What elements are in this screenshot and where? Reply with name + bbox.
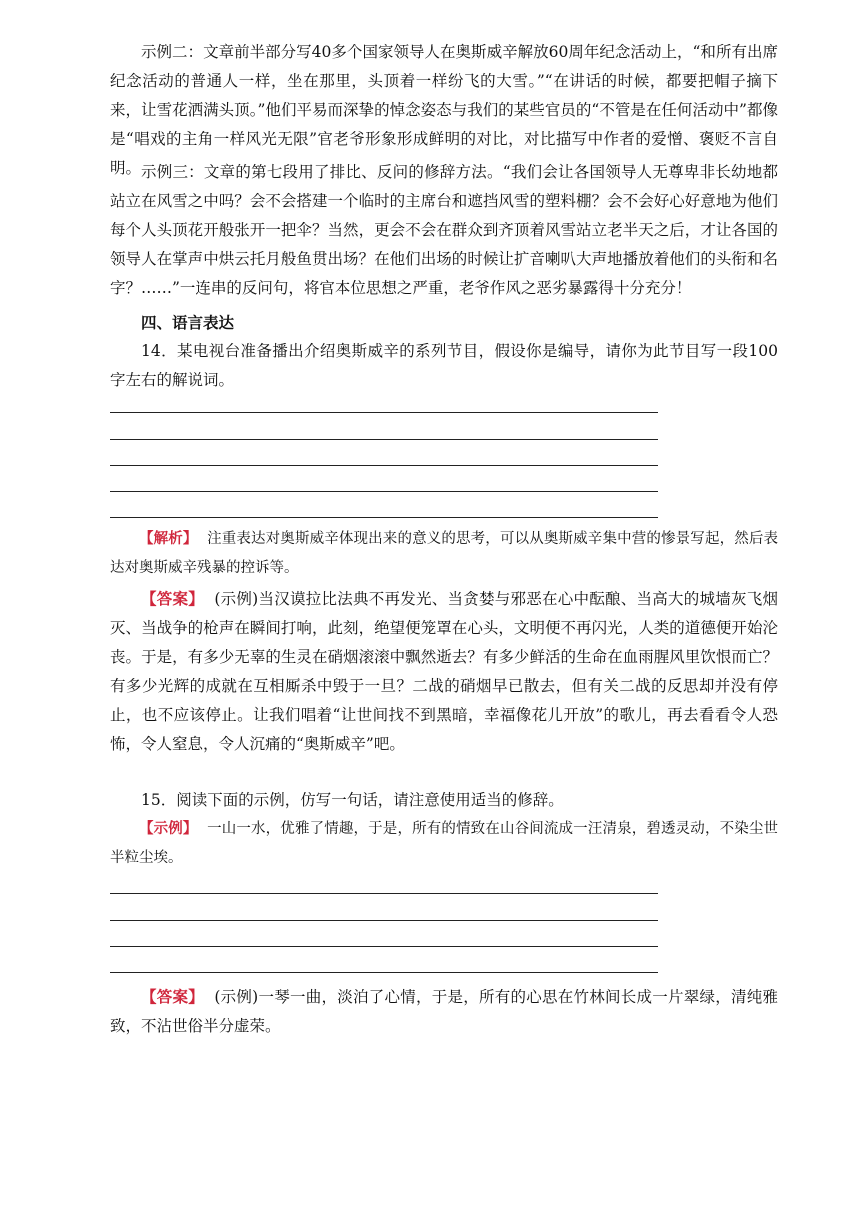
analysis-14 [110,525,778,583]
answer-tag: 【答案】 [141,589,205,608]
answer-tag: 【答案】 [141,987,205,1006]
answer-line[interactable] [110,893,658,894]
answer-line[interactable] [110,946,658,947]
answer-text: (示例)当汉谟拉比法典不再发光、当贪婪与邪恶在心中酝酿、当高大的城墙灰飞烟灭、当战争的枪声在瞬间打响，此刻，绝望便笼罩在心头，文明便不再闪光，人类的道德便开始沦丧。于是，有多少无辜的生灵在硝烟滚滚中飘然逝去？有多少鲜活的生命在血雨腥风里饮恨而亡？有多少光辉的成就在互相厮杀中毁于一旦？二战的硝烟早已散去，但有关二战的反思却并没有停止，也不应该停止。让我们唱着“让世间找不到黑暗，幸福像花儿开放”的歌儿，再去看看令人恐怖，令人窒息，令人沉痛的“奥斯威辛”吧。 [110,590,778,753]
question-15: 15．阅读下面的示例，仿写一句话，请注意使用适当的修辞。 [141,791,564,809]
answer-14 [110,584,778,759]
example-text: 一山一水，优雅了情趣，于是，所有的情致在山谷间流成一汪清泉，碧透灵动，不染尘世半粒尘埃。 [110,821,779,866]
example-2-paragraph: 示例二：文章前半部分写40多个国家领导人在奥斯威辛解放60周年纪念活动上，“和所有出席纪念活动的普通人一样，坐在那里，头顶着一样纷飞的大雪。”“在讲话的时候，都要把帽子摘下来，让雪花洒满头顶。”他们平易而深挚的悼念姿态与我们的某些官员的“不管是在任何活动中”都像是“唱戏的主角一样风光无限”官老爷形象形成鲜明的对比，对比描写中作者的爱憎、褒贬不言自明。 [110,43,778,177]
analysis-tag: 【解析】 [139,531,198,547]
example-3-paragraph: 示例三：文章的第七段用了排比、反问的修辞方法。“我们会让各国领导人无尊卑非长幼地都站立在风雪之中吗？会不会搭建一个临时的主席台和遮挡风雪的塑料棚？会不会好心好意地为他们每个人头顶花开般张开一把伞？当然，更会不会在群众到齐顶着风雪站立老半天之后，才让各国的领导人在掌声中烘云托月般鱼贯出场？在他们出场的时候让扩音喇叭大声地播放着他们的头衔和名字？……”一连串的反问句，将官本位思想之严重，老爷作风之恶劣暴露得十分充分！ [110,163,778,297]
answer-line[interactable] [110,517,658,518]
answer-line[interactable] [110,972,658,973]
answer-line[interactable] [110,439,658,440]
analysis-text: 注重表达对奥斯威辛体现出来的意义的思考，可以从奥斯威辛集中营的惨景写起，然后表达对奥斯威辛残暴的控诉等。 [110,531,779,576]
example-tag: 【示例】 [139,821,198,837]
answer-15 [110,982,778,1041]
answer-line[interactable] [110,920,658,921]
example-15 [110,815,778,873]
answer-line[interactable] [110,465,658,466]
answer-text: (示例)一琴一曲，淡泊了心情，于是，所有的心思在竹林间长成一片翠绿，清纯雅致，不沾世俗半分虚荣。 [110,988,778,1035]
section-heading: 四、语言表达 [141,313,235,332]
question-14: 14．某电视台准备播出介绍奥斯威辛的系列节目，假设你是编导，请你为此节目写一段100字左右的解说词。 [110,342,778,389]
answer-line[interactable] [110,412,658,413]
answer-line[interactable] [110,491,658,492]
